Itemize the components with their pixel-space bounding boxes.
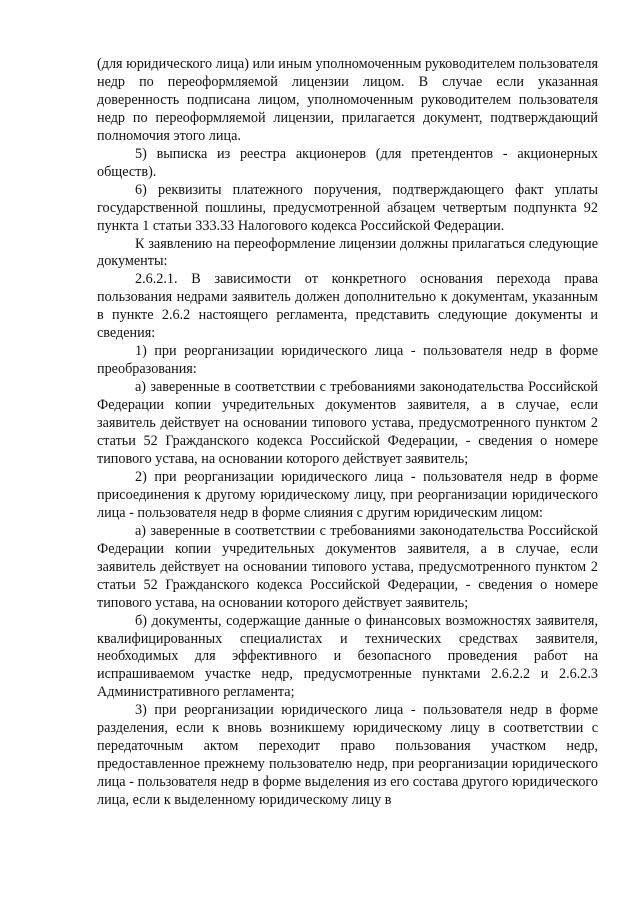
paragraph-case-1-item-a: а) заверенные в соответствии с требованиями законодательства Российской Федерации копии учредительных документов заявителя, а в случае, если заявитель действует на основании типового устава, предусмотренного пунктом 2 статьи 52 Гражданского кодекса Российской Федерации, - сведения о номере типового устава, на основании которого действует заявитель;	[97, 379, 598, 467]
paragraph-authorization-continued: (для юридического лица) или иным уполномоченным руководителем пользователя недр по переоформляемой лицензии лицом. В случае если указанная доверенность подписана лицом, уполномоченным руководителем пользователя недр по переоформляемой лицензии, прилагается документ, подтверждающий полномочия этого лица.	[97, 56, 598, 144]
paragraph-case-3-division: 3) при реорганизации юридического лица - пользователя недр в форме разделения, если к вновь возникшему юридическому лицу в соответствии с передаточным актом переходит право пользования участком недр, предоставленное прежнему пользователю недр, при реорганизации юридического лица - пользователя недр в форме выделения из его состава другого юридического лица, если к выделенному юридическому лицу в	[97, 702, 598, 809]
paragraph-item-5-shareholder-register: 5) выписка из реестра акционеров (для претендентов - акционерных обществ).	[97, 145, 598, 180]
paragraph-2-6-2-1: 2.6.2.1. В зависимости от конкретного основания перехода права пользования недрами заявитель должен дополнительно к документам, указанным в пункте 2.6.2 настоящего регламента, представить следующие документы и сведения:	[97, 271, 598, 342]
paragraph-case-2-item-a: а) заверенные в соответствии с требованиями законодательства Российской Федерации копии учредительных документов заявителя, а в случае, если заявитель действует на основании типового устава, предусмотренного пунктом 2 статьи 52 Гражданского кодекса Российской Федерации, - сведения о номере типового устава, на основании которого действует заявитель;	[97, 522, 598, 611]
paragraph-case-1-transformation: 1) при реорганизации юридического лица - пользователя недр в форме преобразования:	[97, 343, 598, 378]
paragraph-item-6-payment-details: 6) реквизиты платежного поручения, подтверждающего факт уплаты государственной пошлины, предусмотренной абзацем четвертым подпункта 92 пункта 1 статьи 333.33 Налогового кодекса Российской Федерации.	[97, 181, 598, 234]
paragraph-case-2-item-b: б) документы, содержащие данные о финансовых возможностях заявителя, квалифицированных специалистах и технических средствах заявителя, необходимых для эффективного и безопасного проведения работ на испрашиваемом участке недр, предусмотренные пунктами 2.6.2.2 и 2.6.2.3 Административного регламента;	[97, 612, 598, 701]
paragraph-case-2-merger: 2) при реорганизации юридического лица - пользователя недр в форме присоединения к другому юридическому лицу, при реорганизации юридического лица - пользователя недр в форме слияния с другим юридическим лицом:	[97, 468, 598, 521]
paragraph-attachments-intro: К заявлению на переоформление лицензии должны прилагаться следующие документы:	[97, 235, 598, 270]
